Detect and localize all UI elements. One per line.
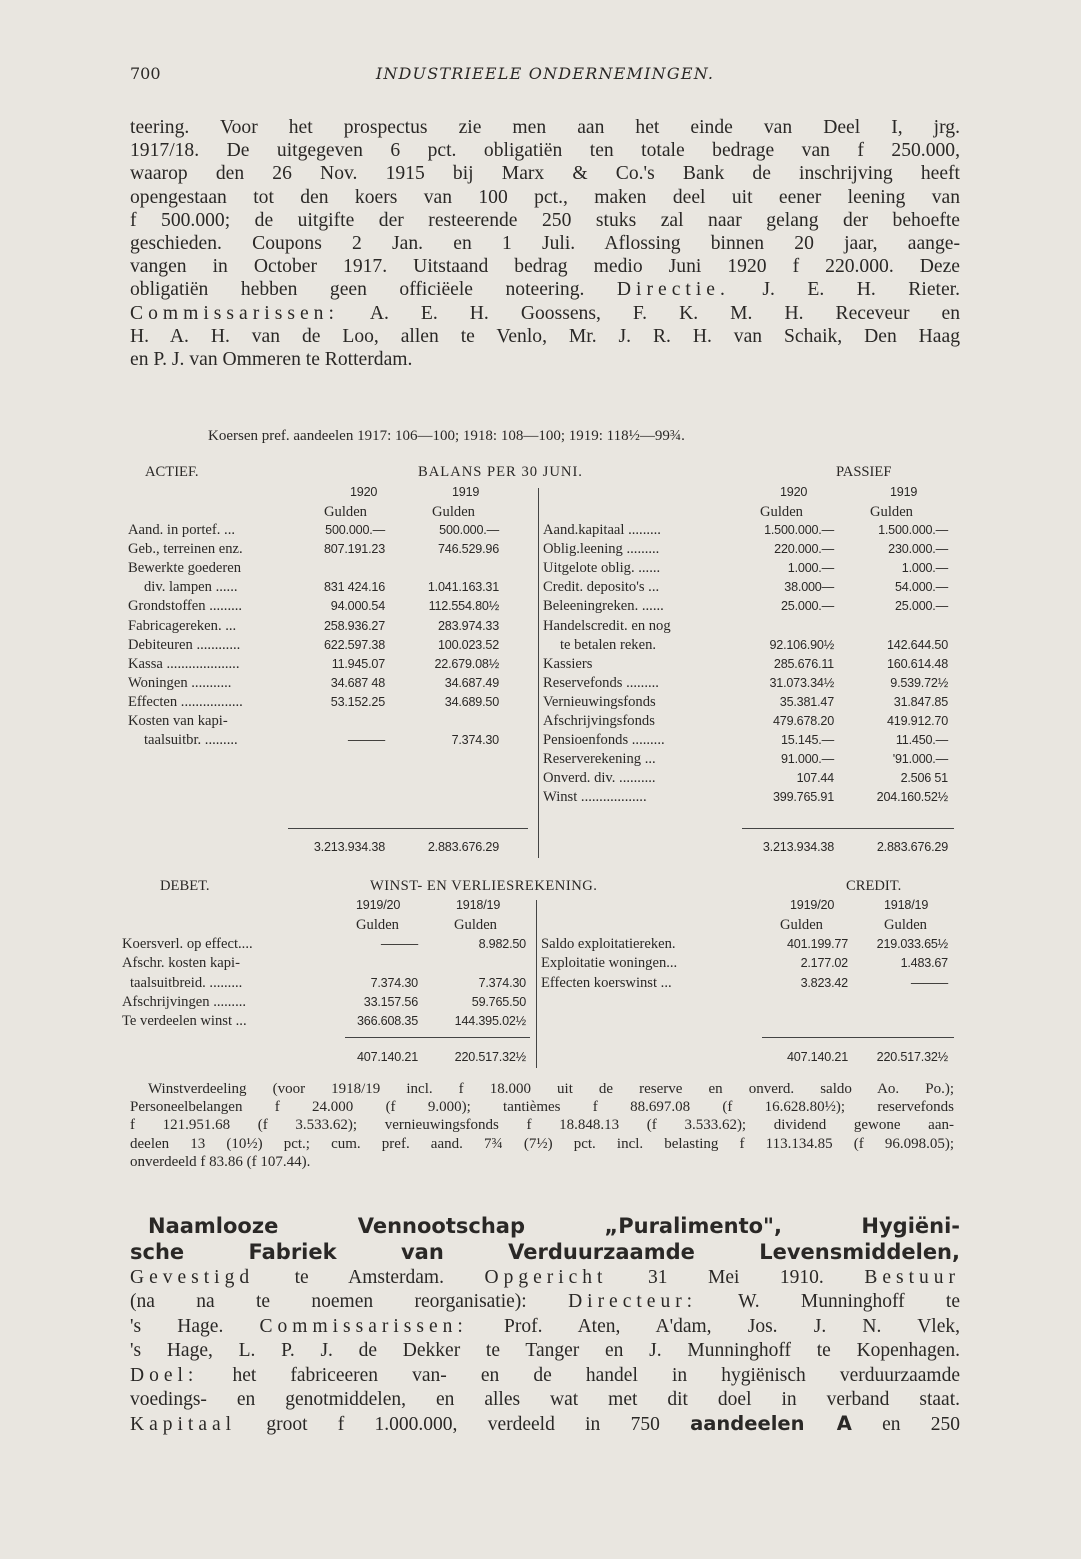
- cell-value: 3.823.42: [800, 975, 848, 990]
- row-label: Winst ..................: [543, 789, 647, 806]
- cell-value: 7.374.30: [370, 975, 418, 990]
- year-header: 1919: [890, 485, 918, 499]
- row-label: Reservefonds .........: [543, 674, 659, 691]
- cell-value: 258.936.27: [323, 618, 385, 633]
- kapitaal-label: Kapitaal: [130, 1414, 237, 1436]
- year-header: 1919: [452, 485, 480, 499]
- text-line: 's Hage, L. P. J. de Dekker te Tanger en J. Munninghoff te Kopenhagen.: [130, 1340, 960, 1362]
- unit-header: Gulden: [884, 917, 927, 933]
- year-header: 1919/20: [356, 898, 401, 912]
- row-label: Effecten koerswinst ...: [541, 974, 672, 991]
- doel-label: Doel:: [130, 1364, 199, 1386]
- cell-value: 419.912.70: [886, 714, 948, 728]
- cell-value: 142.644.50: [886, 637, 948, 652]
- cell-value: 219.033.65½: [876, 937, 948, 951]
- company-title: [130, 1213, 960, 1265]
- unit-header: Gulden: [324, 504, 367, 520]
- text-line: waarop den 26 Nov. 1915 bij Marx & Co.'s Bank de inschrijving heeft: [130, 163, 960, 185]
- row-label: Beleeningreken. ......: [543, 598, 664, 615]
- column-divider: [538, 488, 539, 858]
- text-line: opengestaan tot den koers van 100 pct., maken deel uit eener leening van: [130, 186, 960, 208]
- row-label: Onverd. div. ..........: [543, 770, 656, 787]
- total-value: 220.517.32½: [876, 1050, 948, 1064]
- passief-title: PASSIEF: [836, 464, 892, 480]
- text-line: teering. Voor het prospectus zie men aan het einde van Deel I, jrg.: [130, 117, 960, 138]
- unit-header: Gulden: [870, 504, 913, 520]
- koersen-line: Koersen pref. aandeelen 1917: 106—100; 1918: 108—100; 1919: 118½—99¾.: [208, 428, 685, 444]
- row-label: Reserverekening ...: [543, 751, 656, 768]
- cell-value: 7.374.30: [478, 975, 526, 990]
- cell-value: 34.687.49: [444, 675, 499, 690]
- cell-value: 204.160.52½: [876, 790, 948, 805]
- cell-value: 144.395.02½: [454, 1014, 526, 1029]
- debet-title: DEBET.: [160, 878, 210, 894]
- row-label: Aand. in portef. ...: [128, 522, 235, 538]
- cell-value: '91.000.—: [892, 752, 948, 767]
- text-fragment: 's Hage.: [130, 1315, 224, 1337]
- cell-value: 1.000.—: [901, 561, 948, 576]
- cell-value: 35.381.47: [779, 694, 834, 709]
- row-label: Afschrijvingen .........: [122, 993, 247, 1010]
- cell-value: ———: [380, 937, 418, 951]
- cell-value: 92.106.90½: [769, 637, 834, 652]
- text-fragment: en 250: [882, 1414, 961, 1436]
- cell-value: 25.000.—: [780, 599, 834, 614]
- page-number: 700: [130, 64, 161, 83]
- row-label: taalsuitbr. .........: [144, 732, 238, 749]
- aandeelen-a-text: aandeelen A: [690, 1412, 852, 1436]
- unit-header: Gulden: [760, 504, 803, 520]
- row-label: Afschrijvingsfonds: [543, 713, 655, 729]
- row-label: Kassa ....................: [128, 655, 240, 672]
- total-rule: [288, 828, 528, 829]
- row-label: Afschr. kosten kapi-: [122, 955, 240, 972]
- text-line: [130, 278, 960, 301]
- cell-value: 34.687 48: [330, 675, 385, 690]
- row-label: taalsuitbreid. .........: [130, 974, 243, 991]
- cell-value: 112.554.80½: [428, 599, 499, 614]
- cell-value: 31.847.85: [893, 694, 948, 709]
- bestuur-label: Bestuur: [864, 1267, 960, 1288]
- cell-value: 7.374.30: [451, 733, 499, 748]
- gevestigd-value: te Amsterdam.: [294, 1267, 444, 1288]
- opgericht-value: 31 Mei 1910.: [647, 1267, 824, 1288]
- text-fragment: (na na te noemen reorganisatie):: [130, 1291, 527, 1313]
- cell-value: 500.000.—: [325, 523, 385, 537]
- directie-value: J. E. H. Rieter.: [762, 279, 960, 301]
- text-line: Personeelbelangen f 24.000 (f 9.000); tantièmes f 88.697.08 (f 16.628.80½); reservefonds: [130, 1099, 954, 1116]
- cell-value: 8.982.50: [478, 937, 526, 951]
- cell-value: 11.450.—: [895, 733, 948, 748]
- cell-value: 100.023.52: [437, 637, 499, 652]
- row-label: Pensioenfonds .........: [543, 732, 665, 749]
- cell-value: 285.676.11: [773, 656, 834, 671]
- cell-value: 807.191.23: [323, 542, 385, 557]
- text-line: vangen in October 1917. Uitstaand bedrag medio Juni 1920 f 220.000. Deze: [130, 256, 960, 278]
- row-label: Uitgelote oblig. ......: [543, 560, 661, 577]
- cell-value: 160.614.48: [886, 656, 948, 671]
- total-value: 407.140.21: [356, 1050, 418, 1064]
- cell-value: 22.679.08½: [434, 656, 499, 671]
- total-rule: [742, 828, 954, 829]
- cell-value: 53.152.25: [330, 694, 385, 709]
- row-label: te betalen reken.: [560, 636, 657, 653]
- year-header: 1919/20: [790, 898, 835, 912]
- row-label: Debiteuren ............: [128, 636, 241, 653]
- total-rule: [345, 1037, 530, 1038]
- cell-value: 107.44: [796, 771, 834, 786]
- cell-value: 15.145.—: [780, 733, 834, 748]
- winstverdeeling-paragraph: [130, 1080, 954, 1171]
- cell-value: 33.157.56: [363, 994, 418, 1009]
- doel-value: het fabriceeren van- en de handel in hygiënisch verduurzaamde: [232, 1364, 961, 1386]
- total-value: 3.213.934.38: [762, 840, 834, 854]
- unit-header: Gulden: [432, 504, 475, 520]
- row-label: Vernieuwingsfonds: [543, 693, 656, 710]
- cell-value: 500.000.—: [439, 523, 499, 537]
- text-line: [130, 1364, 960, 1388]
- cell-value: 59.765.50: [471, 994, 526, 1009]
- text-line: deelen 13 (10½) pct.; cum. pref. aand. 7¾ (7½) pct. incl. belasting f 113.134.85 (f 96.098.05);: [130, 1135, 954, 1152]
- row-label: Saldo exploitatiereken.: [541, 936, 676, 952]
- total-value: 407.140.21: [786, 1050, 848, 1064]
- cell-value: 746.529.96: [437, 542, 499, 557]
- cell-value: 1.500.000.—: [878, 523, 948, 537]
- cell-value: 91.000.—: [780, 752, 834, 767]
- text-line: [130, 1315, 960, 1339]
- row-label: Geb., terreinen enz.: [128, 541, 243, 558]
- actief-title: ACTIEF.: [145, 464, 199, 480]
- row-label: Koersverl. op effect....: [122, 936, 253, 952]
- cell-value: 1.500.000.—: [764, 523, 834, 537]
- cell-value: 622.597.38: [323, 637, 385, 652]
- year-header: 1918/19: [456, 898, 501, 912]
- text-line: [130, 1266, 960, 1290]
- total-value: 220.517.32½: [454, 1050, 526, 1064]
- unit-header: Gulden: [454, 917, 497, 933]
- running-header: [130, 64, 960, 88]
- text-line: Winstverdeeling (voor 1918/19 incl. f 18.000 uit de reserve en onverd. saldo Ao. Po.);: [148, 1081, 954, 1097]
- cell-value: 366.608.35: [356, 1014, 418, 1029]
- cell-value: 54.000.—: [894, 580, 948, 595]
- opgericht-label: Opgericht: [484, 1267, 608, 1288]
- text-line: [130, 1412, 960, 1436]
- cell-value: 220.000.—: [774, 542, 834, 557]
- cell-value: 399.765.91: [772, 790, 834, 805]
- directeur-value: W. Munninghoff te: [738, 1291, 960, 1313]
- row-label: Kassiers: [543, 655, 593, 672]
- running-title: INDUSTRIEELE ONDERNEMINGEN.: [375, 64, 715, 83]
- row-label: Oblig.leening .........: [543, 541, 660, 558]
- total-rule: [762, 1037, 954, 1038]
- text-line: H. A. H. van de Loo, allen te Venlo, Mr. J. R. H. van Schaik, Den Haag: [130, 325, 960, 347]
- text-line: en P. J. van Ommeren te Rotterdam.: [130, 348, 413, 370]
- cell-value: 9.539.72½: [890, 675, 948, 690]
- cell-value: 34.689.50: [444, 694, 499, 709]
- balans-title: BALANS PER 30 JUNI.: [418, 464, 583, 480]
- unit-header: Gulden: [780, 917, 823, 933]
- cell-value: 31.073.34½: [769, 675, 834, 690]
- cell-value: 831 424.16: [323, 580, 385, 595]
- cell-value: ———: [347, 733, 385, 748]
- intro-paragraph: [130, 116, 960, 371]
- commissarissen-label: Commissarissen:: [259, 1315, 468, 1337]
- cell-value: 38.000—: [784, 580, 834, 595]
- directie-label: Directie.: [616, 279, 730, 301]
- unit-header: Gulden: [356, 917, 399, 933]
- row-label: Credit. deposito's ...: [543, 579, 660, 596]
- row-label: div. lampen ......: [144, 579, 238, 596]
- cell-value: 1.000.—: [787, 561, 834, 576]
- row-label: Aand.kapitaal .........: [543, 522, 661, 538]
- text-line: onverdeeld f 83.86 (f 107.44).: [130, 1153, 311, 1170]
- row-label: Te verdeelen winst ...: [122, 1013, 247, 1030]
- row-label: Bewerkte goederen: [128, 560, 242, 577]
- cell-value: 11.945.07: [331, 656, 385, 671]
- credit-title: CREDIT.: [846, 878, 902, 894]
- row-label: Kosten van kapi-: [128, 713, 228, 729]
- commissarissen-label: Commissarissen:: [130, 302, 339, 324]
- row-label: Woningen ...........: [128, 674, 232, 691]
- row-label: Handelscredit. en nog: [543, 617, 671, 634]
- text-fragment: obligatiën hebben geen officiëele noteering.: [130, 279, 585, 301]
- cell-value: 401.199.77: [786, 937, 848, 951]
- commissarissen-value: A. E. H. Goossens, F. K. M. H. Receveur en: [369, 302, 960, 324]
- cell-value: 2.506 51: [900, 771, 948, 786]
- winst-title: WINST- EN VERLIESREKENING.: [370, 878, 598, 894]
- text-line: [130, 1290, 960, 1314]
- cell-value: 230.000.—: [888, 542, 948, 557]
- total-value: 2.883.676.29: [427, 840, 499, 854]
- cell-value: 2.177.02: [800, 956, 848, 971]
- row-label: Fabricagereken. ...: [128, 617, 237, 634]
- cell-value: 1.041.163.31: [427, 580, 499, 595]
- year-header: 1918/19: [884, 898, 929, 912]
- directeur-label: Directeur:: [568, 1291, 698, 1313]
- text-line: f 121.951.68 (f 3.533.62); vernieuwingsfonds f 18.848.13 (f 3.533.62); dividend gewone aan-: [130, 1117, 954, 1134]
- text-line: voedings- en genotmiddelen, en alles wat met dit doel in verband staat.: [130, 1388, 960, 1410]
- text-line: geschieden. Coupons 2 Jan. en 1 Juli. Aflossing binnen 20 jaar, aange-: [130, 232, 960, 254]
- cell-value: 479.678.20: [772, 714, 834, 728]
- year-header: 1920: [780, 485, 808, 499]
- gevestigd-label: Gevestigd: [130, 1267, 255, 1288]
- title-line: sche Fabriek van Verduurzaamde Levensmiddelen,: [130, 1240, 960, 1264]
- text-line: f 500.000; de uitgifte der resteerende 250 stuks zal naar gelang der behoefte: [130, 209, 960, 231]
- cell-value: ———: [910, 975, 948, 990]
- text-line: [130, 302, 960, 325]
- cell-value: 25.000.—: [894, 599, 948, 614]
- cell-value: 1.483.67: [900, 956, 948, 971]
- total-value: 2.883.676.29: [876, 840, 948, 854]
- commissarissen-value: Prof. Aten, A'dam, Jos. J. N. Vlek,: [504, 1315, 960, 1337]
- kapitaal-value: groot f 1.000.000, verdeeld in 750: [266, 1414, 660, 1436]
- row-label: Exploitatie woningen...: [541, 955, 678, 972]
- year-header: 1920: [350, 485, 378, 499]
- row-label: Effecten .................: [128, 693, 243, 710]
- text-line: 1917/18. De uitgegeven 6 pct. obligatiën ten totale bedrage van f 250.000,: [130, 140, 960, 162]
- column-divider: [536, 900, 537, 1068]
- row-label: Grondstoffen .........: [128, 598, 243, 615]
- cell-value: 94.000.54: [330, 599, 385, 614]
- total-value: 3.213.934.38: [313, 840, 385, 854]
- title-line: Naamlooze Vennootschap „Puralimento", Hygiëni-: [148, 1214, 960, 1238]
- company-paragraph: [130, 1266, 960, 1437]
- cell-value: 283.974.33: [437, 618, 499, 633]
